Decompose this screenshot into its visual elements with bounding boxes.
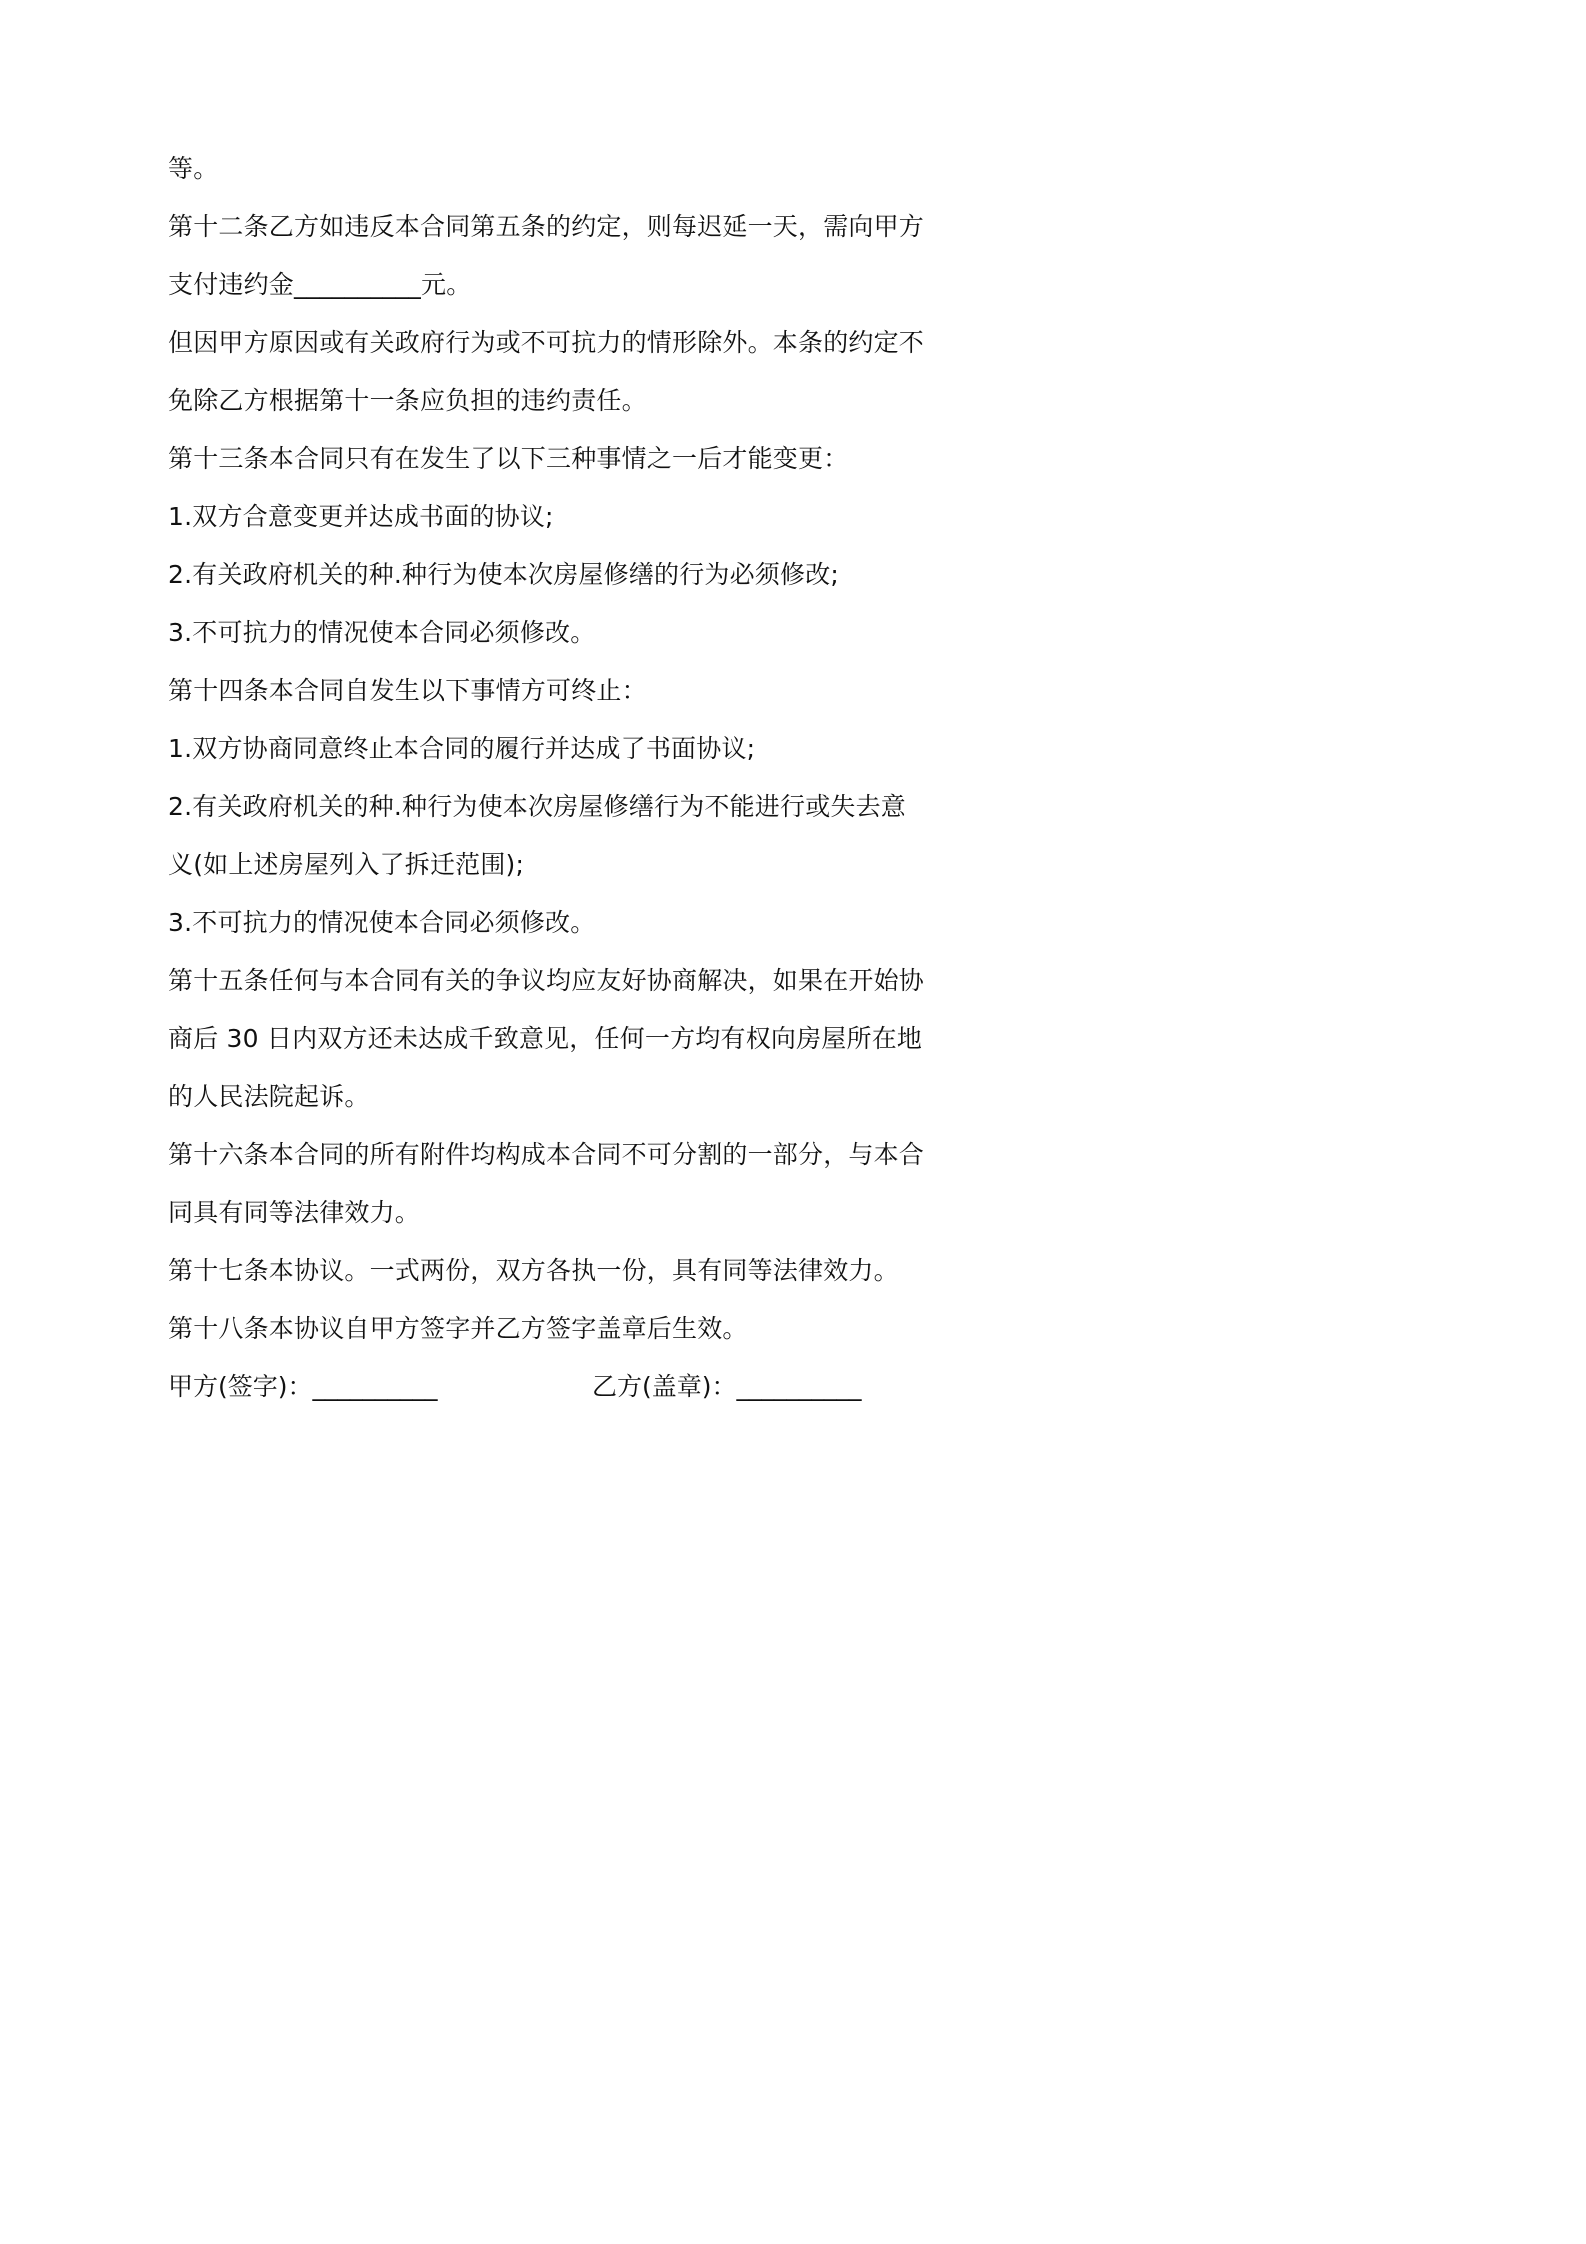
text-line: 商后 30 日内双方还未达成千致意见，任何一方均有权向房屋所在地: [168, 1024, 923, 1053]
signature-row: [168, 1358, 948, 1416]
clause-13-line: 第十三条本合同只有在发生了以下三种事情之一后才能变更：: [168, 444, 849, 473]
list-item: 2.有关政府机关的种.种行为使本次房屋修缮的行为必须修改;: [168, 560, 840, 589]
text-line: 等。: [168, 154, 219, 183]
clause-12-line: 第十二条乙方如违反本合同第五条的约定，则每迟延一天，需向甲方: [168, 212, 925, 241]
clause-16-line: 第十六条本合同的所有附件均构成本合同不可分割的一部分，与本合: [168, 1140, 925, 1169]
clause-17-line: 第十七条本协议。一式两份，双方各执一份，具有同等法律效力。: [168, 1256, 899, 1285]
text-line: 的人民法院起诉。: [168, 1082, 370, 1111]
clause-18-line: 第十八条本协议自甲方签字并乙方签字盖章后生效。: [168, 1314, 748, 1343]
list-item: 1.双方协商同意终止本合同的履行并达成了书面协议;: [168, 734, 756, 763]
list-item: 1.双方合意变更并达成书面的协议;: [168, 502, 554, 531]
text-line: 同具有同等法律效力。: [168, 1198, 421, 1227]
list-item: 3.不可抗力的情况使本合同必须修改。: [168, 908, 596, 937]
party-b-seal-field: 乙方(盖章)：__________: [592, 1372, 862, 1401]
list-item: 3.不可抗力的情况使本合同必须修改。: [168, 618, 596, 647]
text-line: 免除乙方根据第十一条应负担的违约责任。: [168, 386, 647, 415]
document-page: [0, 0, 1100, 1559]
list-item: 2.有关政府机关的种.种行为使本次房屋修缮行为不能进行或失去意: [168, 792, 907, 821]
document-body: [168, 140, 948, 1416]
text-line: 但因甲方原因或有关政府行为或不可抗力的情形除外。本条的约定不: [168, 328, 925, 357]
party-a-signature-field: 甲方(签字)：__________: [168, 1372, 438, 1401]
text-line: 支付违约金__________元。: [168, 270, 472, 299]
clause-14-line: 第十四条本合同自发生以下事情方可终止：: [168, 676, 647, 705]
text-line: 义(如上述房屋列入了拆迁范围);: [168, 850, 525, 879]
clause-15-line: 第十五条任何与本合同有关的争议均应友好协商解决，如果在开始协: [168, 966, 925, 995]
